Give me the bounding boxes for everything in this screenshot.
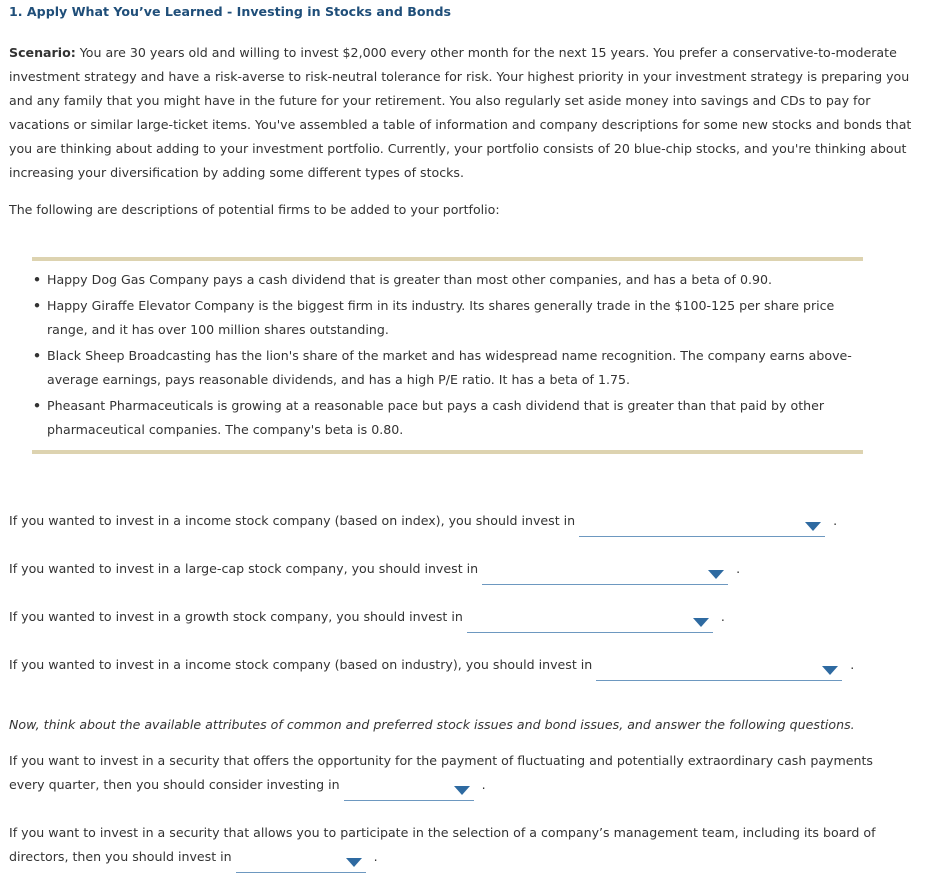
- answer-dropdown-fluctuating-payments[interactable]: [344, 780, 474, 801]
- sentence-end: .: [833, 513, 838, 528]
- scenario-paragraph: [9, 41, 927, 185]
- part2-instructions: Now, think about the available attributes of common and preferred stock issues and bond issues, and answer the following questions.: [9, 717, 855, 732]
- chevron-down-icon[interactable]: [805, 522, 821, 531]
- firm-text: Pheasant Pharmaceuticals is growing at a reasonable pace but pays a cash dividend that is greater than that paid by other pharmaceutical companies. The company's beta is 0.80.: [47, 398, 825, 437]
- chevron-down-icon[interactable]: [454, 786, 470, 795]
- firm-text: Happy Dog Gas Company pays a cash dividend that is greater than most other companies, and has a beta of 0.90.: [47, 272, 772, 287]
- question-fluctuating-payments: [9, 749, 909, 801]
- question-income-industry: [9, 653, 854, 681]
- answer-dropdown-growth[interactable]: [467, 612, 713, 633]
- question-growth: [9, 605, 725, 633]
- sentence-end: .: [481, 777, 486, 792]
- question-management-selection: [9, 821, 909, 873]
- firm-item-black-sheep: [32, 344, 863, 392]
- answer-dropdown-income-index[interactable]: [579, 516, 825, 537]
- firm-text: Happy Giraffe Elevator Company is the biggest firm in its industry. Its shares generally trade in the $100-125 per share price range, and it has over 100 million shares outstanding.: [47, 298, 835, 337]
- chevron-down-icon[interactable]: [708, 570, 724, 579]
- question-text: If you wanted to invest in a large-cap stock company, you should invest in: [9, 561, 479, 576]
- page-title: 1. Apply What You’ve Learned - Investing in Stocks and Bonds: [9, 4, 451, 19]
- firm-item-happy-giraffe: [32, 294, 863, 342]
- bullet-icon: •: [33, 398, 42, 413]
- bullet-icon: •: [33, 348, 42, 363]
- bullet-icon: •: [33, 298, 42, 313]
- bullet-icon: •: [33, 272, 42, 287]
- answer-dropdown-income-industry[interactable]: [596, 660, 842, 681]
- chevron-down-icon[interactable]: [346, 858, 362, 867]
- firm-list: [32, 268, 863, 444]
- question-text: If you wanted to invest in a income stock company (based on index), you should invest in: [9, 513, 576, 528]
- question-text: If you wanted to invest in a income stock company (based on industry), you should invest in: [9, 657, 593, 672]
- question-text: If you want to invest in a security that allows you to participate in the selection of a company’s management team, including its board of directors, then you should invest in: [9, 825, 876, 864]
- question-large-cap: [9, 557, 740, 585]
- chevron-down-icon[interactable]: [822, 666, 838, 675]
- sentence-end: .: [720, 609, 725, 624]
- firm-item-pheasant: [32, 394, 863, 442]
- firms-intro: The following are descriptions of potential firms to be added to your portfolio:: [9, 202, 500, 217]
- scenario-label: Scenario:: [9, 45, 76, 60]
- firm-item-happy-dog: [32, 268, 863, 292]
- sentence-end: .: [373, 849, 378, 864]
- answer-dropdown-management-selection[interactable]: [236, 852, 366, 873]
- scenario-text: You are 30 years old and willing to invest $2,000 every other month for the next 15 years. You prefer a conservative-to-moderate investment strategy and have a risk-averse to risk-neutral tolerance for risk. Your highest priority in your investment strategy is preparing you and any family that you might have in the future for your retirement. You also regularly set aside money into savings and CDs to pay for vacations or similar large-ticket items. You've assembled a table of information and company descriptions for some new stocks and bonds that you are thinking about adding to your investment portfolio. Currently, your portfolio consists of 20 blue-chip stocks, and you're thinking about increasing your diversification by adding some different types of stocks.: [9, 45, 912, 180]
- question-text: If you want to invest in a security that offers the opportunity for the payment of fluctuating and potentially extraordinary cash payments every quarter, then you should consider investing in: [9, 753, 873, 792]
- sentence-end: .: [736, 561, 741, 576]
- bottom-divider: [32, 450, 863, 454]
- firm-text: Black Sheep Broadcasting has the lion's share of the market and has widespread name recognition. The company earns above-average earnings, pays reasonable dividends, and has a high P/E ratio. It has a beta of 1.75.: [47, 348, 852, 387]
- chevron-down-icon[interactable]: [693, 618, 709, 627]
- question-text: If you wanted to invest in a growth stock company, you should invest in: [9, 609, 463, 624]
- question-income-index: [9, 509, 837, 537]
- sentence-end: .: [850, 657, 855, 672]
- top-divider: [32, 257, 863, 261]
- answer-dropdown-large-cap[interactable]: [482, 564, 728, 585]
